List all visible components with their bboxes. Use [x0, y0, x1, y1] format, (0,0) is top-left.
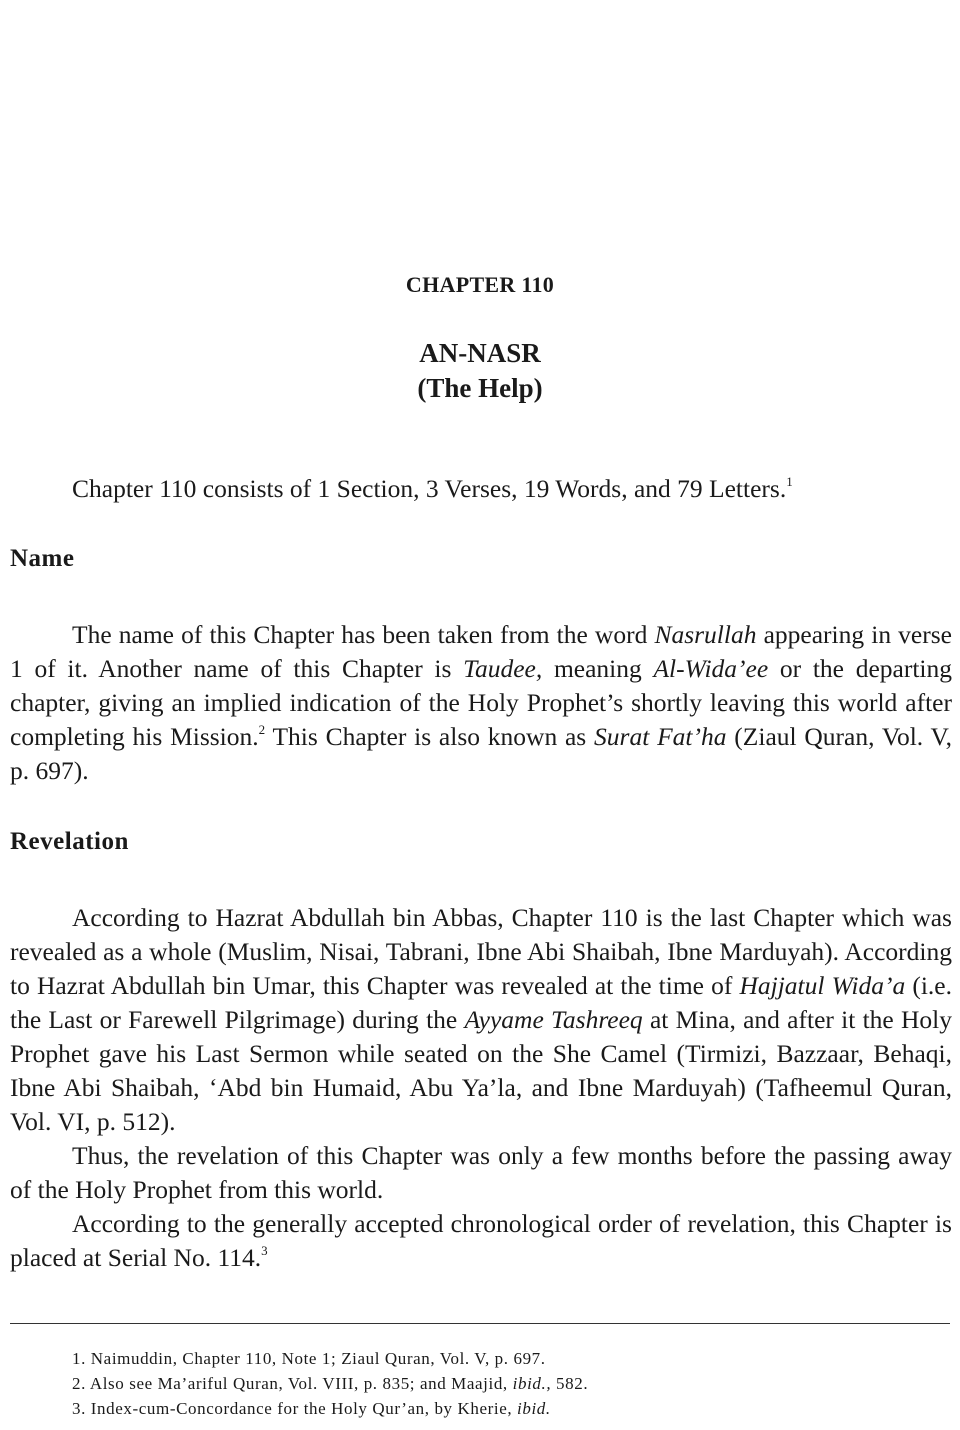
- name-paragraph: The name of this Chapter has been taken from the word Nasrullah appearing in verse 1 of it. Another name of this Chapter is Taudee, meaning Al-Wida’ee or the departing chapter, giving an implied indication of the Holy Prophet’s shortly leaving this world after completing his Mission.$^2$ This Chapter is also known as Surat Fat’ha (Ziaul Quran, Vol. V, p. 697).: [10, 620, 952, 785]
- intro-paragraph: [10, 472, 952, 506]
- footnote-ref: 1: [786, 474, 793, 489]
- revelation-paragraphs: [10, 901, 952, 1275]
- italic-term: Surat Fat’ha: [594, 722, 727, 751]
- section-heading-revelation: Revelation: [10, 828, 129, 855]
- footnotes: [72, 1346, 932, 1421]
- chapter-title: [10, 336, 950, 406]
- footnote-2: 2. Also see Ma’ariful Quran, Vol. VIII, p. 835; and Maajid, ibid., 582.: [72, 1374, 589, 1393]
- italic-term: Taudee,: [463, 654, 543, 683]
- revelation-paragraph-1: According to Hazrat Abdullah bin Abbas, Chapter 110 is the last Chapter which was revealed as a whole (Muslim, Nisai, Tabrani, Ibne Abi Shaibah, Ibne Marduyah). According to Hazrat Abdullah bin Umar, this Chapter was revealed at the time of Hajjatul Wida’a (i.e. the Last or Farewell Pilgrimage) during the Ayyame Tashreeq at Mina, and after it the Holy Prophet gave his Last Sermon while seated on the She Camel (Tirmizi, Bazzaar, Behaqi, Ibne Abi Shaibah, ‘Abd bin Humaid, Abu Ya’la, and Ibne Marduyah) (Tafheemul Quran, Vol. VI, p. 512).: [10, 903, 952, 1136]
- footnote-3: 3. Index-cum-Concordance for the Holy Qur’an, by Kherie, ibid.: [72, 1399, 551, 1418]
- chapter-number: CHAPTER 110: [405, 272, 555, 297]
- footnote-divider: [10, 1323, 950, 1324]
- document-page: [10, 0, 952, 1430]
- revelation-paragraph-3: According to the generally accepted chronological order of revelation, this Chapter is placed at Serial No. 114.$^3$: [10, 1209, 952, 1272]
- footnote-ref: 2: [258, 722, 266, 737]
- section-heading-name: Name: [10, 545, 75, 572]
- chapter-subtitle: (The Help): [417, 373, 543, 403]
- italic-term: Al-Wida’ee: [653, 654, 769, 683]
- footnote-1: 1. Naimuddin, Chapter 110, Note 1; Ziaul Quran, Vol. V, p. 697.: [72, 1349, 546, 1368]
- italic-term: Nasrullah: [654, 620, 757, 649]
- italic-term: Hajjatul Wida’a: [739, 971, 906, 1000]
- intro-text: Chapter 110 consists of 1 Section, 3 Verses, 19 Words, and 79 Letters.: [72, 474, 787, 503]
- revelation-paragraph-2: Thus, the revelation of this Chapter was only a few months before the passing away of the Holy Prophet from this world.: [10, 1141, 952, 1204]
- footnote-ref: 3: [261, 1243, 268, 1258]
- italic-term: Ayyame Tashreeq: [464, 1005, 643, 1034]
- chapter-name: AN-NASR: [419, 338, 541, 368]
